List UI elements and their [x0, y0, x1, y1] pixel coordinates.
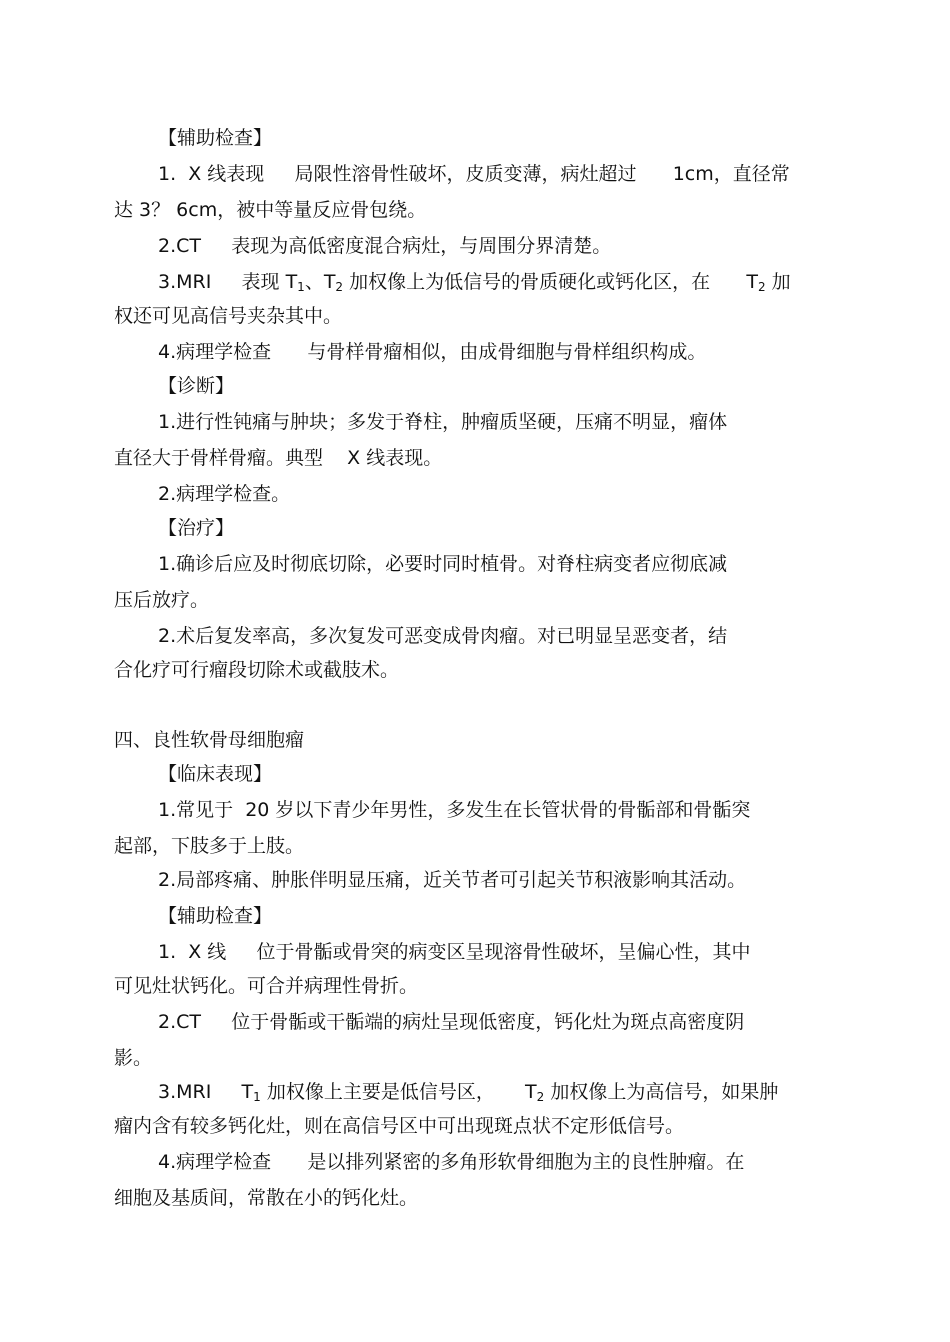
paragraph-line-mri: 3.MRI 表现 $T_1$、$T_2$ 加权像上为低信号的骨质硬化或钙化区，在 $T_2$ 加: [158, 271, 791, 294]
paragraph-line: 1. X 线 位于骨骺或骨突的病变区呈现溶骨性破坏，呈偏心性，其中: [158, 941, 751, 963]
paragraph-line: 细胞及基质间，常散在小的钙化灶。: [114, 1187, 419, 1209]
heading-auxiliary-exam: 【辅助检查】: [158, 905, 273, 927]
paragraph-line: 影。: [114, 1047, 153, 1069]
paragraph-line: 2.CT 位于骨骺或干骺端的病灶呈现低密度，钙化灶为斑点高密度阴: [158, 1011, 745, 1033]
paragraph-line: 1.常见于 20 岁以下青少年男性，多发生在长管状骨的骨骺部和骨骺突: [158, 799, 751, 821]
paragraph-line: 2.病理学检查。: [158, 483, 291, 505]
paragraph-line: 2.CT 表现为高低密度混合病灶，与周围分界清楚。: [158, 235, 612, 257]
paragraph-line: 4.病理学检查 与骨样骨瘤相似，由成骨细胞与骨样组织构成。: [158, 341, 707, 363]
paragraph-line-mri: 3.MRI $T_1$ 加权像上主要是低信号区， $T_2$ 加权像上为高信号，如果肿: [158, 1081, 779, 1104]
paragraph-line: 4.病理学检查 是以排列紧密的多角形软骨细胞为主的良性肿瘤。在: [158, 1151, 745, 1173]
heading-treatment: 【治疗】: [158, 517, 235, 539]
paragraph-line: 权还可见高信号夹杂其中。: [114, 305, 343, 327]
paragraph-line: 合化疗可行瘤段切除术或截肢术。: [114, 659, 400, 681]
paragraph-line: 1. X 线表现 局限性溶骨性破坏，皮质变薄，病灶超过 1cm，直径常: [158, 163, 790, 185]
paragraph-line: 2.局部疼痛、肿胀伴明显压痛，近关节者可引起关节积液影响其活动。: [158, 869, 747, 891]
paragraph-line: 2.术后复发率高，多次复发可恶变成骨肉瘤。对已明显呈恶变者，结: [158, 625, 728, 647]
paragraph-line: 直径大于骨样骨瘤。典型 X 线表现。: [114, 447, 443, 469]
paragraph-line: 1.进行性钝痛与肿块；多发于脊柱，肿瘤质坚硬，压痛不明显，瘤体: [158, 411, 728, 433]
heading-diagnosis: 【诊断】: [158, 375, 235, 397]
paragraph-line: 压后放疗。: [114, 589, 210, 611]
paragraph-line: 可见灶状钙化。可合并病理性骨折。: [114, 975, 419, 997]
paragraph-line: 1.确诊后应及时彻底切除，必要时同时植骨。对脊柱病变者应彻底减: [158, 553, 728, 575]
section-title: 四、良性软骨母细胞瘤: [114, 729, 305, 751]
heading-clinical: 【临床表现】: [158, 763, 273, 785]
paragraph-line: 瘤内含有较多钙化灶，则在高信号区中可出现斑点状不定形低信号。: [114, 1115, 685, 1137]
paragraph-line: 达 3？ 6cm，被中等量反应骨包绕。: [114, 199, 427, 221]
paragraph-line: 起部，下肢多于上肢。: [114, 835, 305, 857]
heading-auxiliary-exam: 【辅助检查】: [158, 127, 273, 149]
